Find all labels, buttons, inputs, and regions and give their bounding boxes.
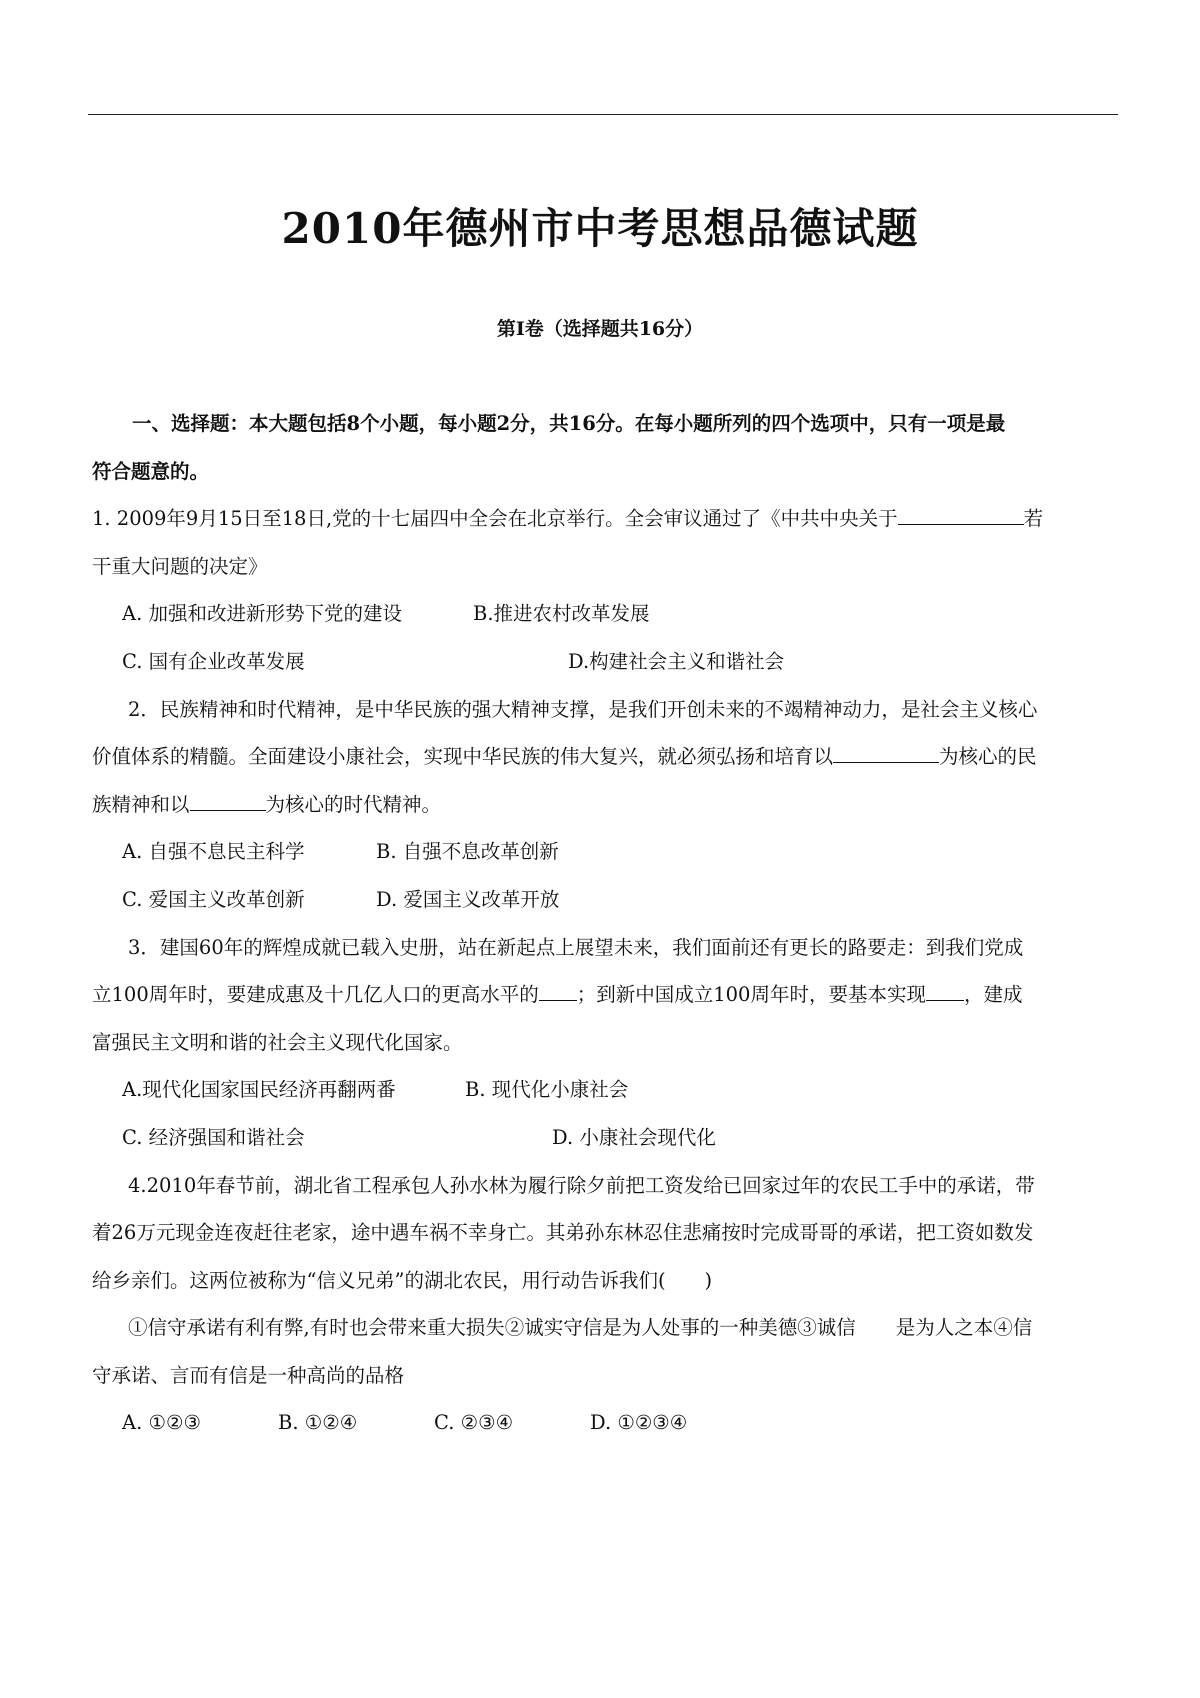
- question-1-stem: 1. 2009年9月15日至18日,党的十七届四中全会在北京举行。全会审议通过了《中共中央关于 若 干重大问题的决定》: [92, 495, 1116, 590]
- question-3-option-d: D. 小康社会现代化: [552, 1125, 716, 1149]
- question-2-options-row-1: [92, 828, 1116, 876]
- question-3-option-b: B. 现代化小康社会: [465, 1078, 629, 1102]
- section-subtitle: 第Ⅰ卷（选择题共16分）: [496, 318, 704, 340]
- question-2-option-a: A. 自强不息民主科学: [122, 840, 305, 864]
- question-1-option-c: C. 国有企业改革发展: [122, 649, 305, 673]
- question-1-options-row-1: [92, 590, 1116, 638]
- question-4-options-row: [92, 1399, 1116, 1447]
- question-2-option-d: D. 爱国主义改革开放: [376, 887, 560, 911]
- question-4-option-c: C. ②③④: [434, 1411, 514, 1435]
- question-1-option-d: D.构建社会主义和谐社会: [568, 649, 785, 673]
- answer-blank: [898, 504, 1024, 525]
- question-4-statements: ①信守承诺有利有弊,有时也会带来重大损失②诚实守信是为人处事的一种美德③诚信 是为人之本④信 守承诺、言而有信是一种高尚的品格: [92, 1316, 1033, 1387]
- question-2-option-c: C. 爱国主义改革创新: [122, 887, 305, 911]
- question-4-option-b: B. ①②④: [278, 1411, 358, 1435]
- answer-blank: [190, 789, 266, 810]
- answer-blank: [539, 980, 577, 1001]
- question-2-option-b: B. 自强不息改革创新: [376, 840, 559, 864]
- header-rule: [88, 114, 1118, 115]
- question-1-option-a: A. 加强和改进新形势下党的建设: [122, 602, 402, 626]
- page-title: 2010年德州市中考思想品德试题: [281, 204, 919, 253]
- question-3-option-c: C. 经济强国和谐社会: [122, 1125, 305, 1149]
- question-3-options-row-1: [92, 1066, 1116, 1114]
- question-3-option-a: A.现代化国家国民经济再翻两番: [122, 1078, 396, 1102]
- answer-blank: [926, 980, 964, 1001]
- section-instruction: 一、选择题：本大题包括8个小题，每小题2分，共16分。在每小题所列的四个选项中，只有一项是最 符合题意的。: [92, 412, 1006, 483]
- question-3-options-row-2: [92, 1114, 1116, 1162]
- question-2-options-row-2: [92, 876, 1116, 924]
- question-4-stem: 4.2010年春节前，湖北省工程承包人孙水林为履行除夕前把工资发给已回家过年的农民工手中的承诺，带 着26万元现金连夜赶往老家，途中遇车祸不幸身亡。其弟孙东林忍住悲痛按时完成哥哥的承诺，把工资如数发 给乡亲们。这两位被称为“信义兄弟”的湖北农民，用行动告诉我们( ): [92, 1173, 1035, 1292]
- question-4-option-a: A. ①②③: [122, 1411, 201, 1435]
- question-1-option-b: B.推进农村改革发展: [473, 602, 650, 626]
- exam-content: [92, 400, 1116, 1447]
- answer-blank: [833, 742, 939, 763]
- question-2-stem: 2．民族精神和时代精神，是中华民族的强大精神支撑，是我们开创未来的不竭精神动力，是社会主义核心 价值体系的精髓。全面建设小康社会，实现中华民族的伟大复兴，就必须弘扬和培育以 为核心的民 族精神和以 为核心的时代精神。: [92, 697, 1038, 816]
- question-3-stem: 3．建国60年的辉煌成就已载入史册，站在新起点上展望未来，我们面前还有更长的路要走：到我们党成 立100周年时，要建成惠及十几亿人口的更高水平的 ；到新中国成立100周年时，要基本实现 ，建成 富强民主文明和谐的社会主义现代化国家。: [92, 935, 1024, 1054]
- question-1-options-row-2: [92, 638, 1116, 686]
- question-4-option-d: D. ①②③④: [590, 1411, 688, 1435]
